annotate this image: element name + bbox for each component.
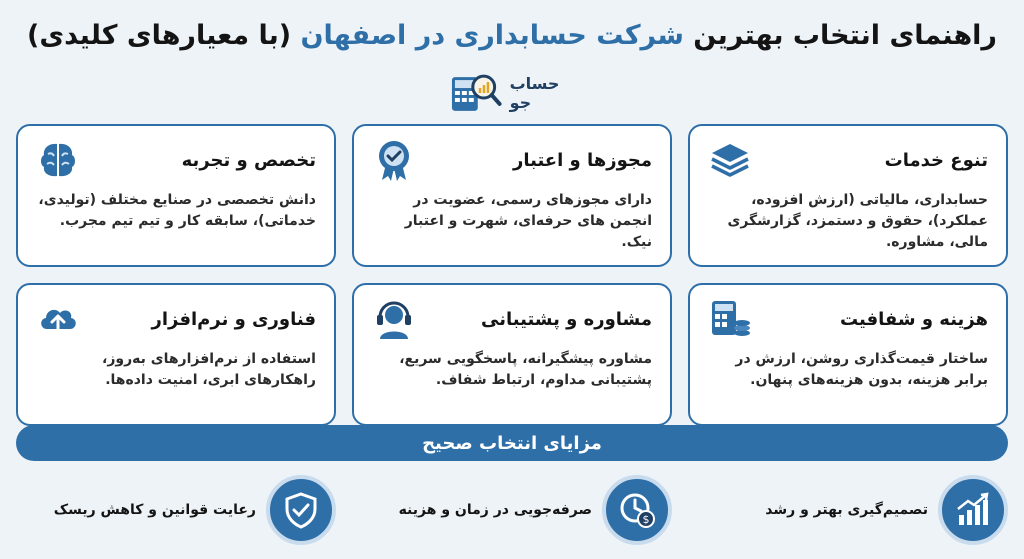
card-technology <box>16 283 336 426</box>
card-service-variety <box>688 124 1008 267</box>
card-description: ساختار قیمت‌گذاری روشن، ارزش در برابر هزینه، بدون هزینه‌های پنهان. <box>735 351 988 388</box>
card-licenses <box>352 124 672 267</box>
calculator-magnifier-icon <box>446 69 504 117</box>
benefit-growth <box>688 470 1008 550</box>
badge-icon <box>372 138 416 182</box>
card-title: مشاوره و پشتیبانی <box>481 308 652 330</box>
headset-icon <box>372 297 416 341</box>
card-description: مشاوره پیشگیرانه، پاسخگویی سریع، پشتیبانی مداوم، ارتباط شفاف. <box>399 351 652 388</box>
card-description: دانش تخصصی در صنایع مختلف (تولیدی، خدماتی)، سابقه کار و تیم تیم مجرب. <box>38 192 316 229</box>
calculator-icon <box>708 297 752 341</box>
benefit-label: صرفه‌جویی در زمان و هزینه <box>398 502 592 518</box>
card-description: استفاده از نرم‌افزارهای به‌روز، راهکارهای ابری، امنیت داده‌ها. <box>102 351 316 388</box>
growth-chart-icon <box>954 491 992 529</box>
clock-money-icon <box>618 491 656 529</box>
benefit-icon-circle <box>266 475 336 545</box>
card-title: هزینه و شفافیت <box>839 308 988 330</box>
brand-logo <box>446 68 586 118</box>
shield-check-icon <box>282 491 320 529</box>
title-part-2: (با معیارهای کلیدی) <box>27 20 301 51</box>
page-title <box>0 16 1024 56</box>
benefit-label: تصمیم‌گیری بهتر و رشد <box>765 502 928 518</box>
card-title: تنوع خدمات <box>884 149 988 171</box>
benefit-icon-circle <box>938 475 1008 545</box>
benefit-savings <box>352 470 672 550</box>
benefit-label: رعایت قوانین و کاهش ریسک <box>53 502 256 518</box>
layers-icon <box>708 138 752 182</box>
title-highlight: شرکت حسابداری در اصفهان <box>300 20 684 51</box>
card-description: حسابداری، مالیاتی (ارزش افزوده، عملکرد)، حقوق و دستمزد، گزارشگری مالی، مشاوره. <box>727 192 988 250</box>
card-title: تخصص و تجربه <box>181 149 316 171</box>
benefits-banner-title: مزایای انتخاب صحیح <box>422 432 602 454</box>
title-part-1: راهنمای انتخاب بهترین <box>683 20 997 51</box>
svg-text:$: $ <box>642 513 650 526</box>
brand-name: حساب جو <box>509 74 560 112</box>
brain-icon <box>36 138 80 182</box>
card-consulting <box>352 283 672 426</box>
benefit-icon-circle <box>602 475 672 545</box>
benefit-compliance <box>16 470 336 550</box>
benefits-banner <box>16 425 1008 461</box>
card-description: دارای مجوزهای رسمی، عضویت در انجمن های حرفه‌ای، شهرت و اعتبار نیک. <box>404 192 652 250</box>
card-expertise <box>16 124 336 267</box>
card-title: مجوزها و اعتبار <box>512 149 652 171</box>
cloud-upload-icon <box>36 297 80 341</box>
card-title: فناوری و نرم‌افزار <box>151 308 316 330</box>
card-cost-transparency <box>688 283 1008 426</box>
